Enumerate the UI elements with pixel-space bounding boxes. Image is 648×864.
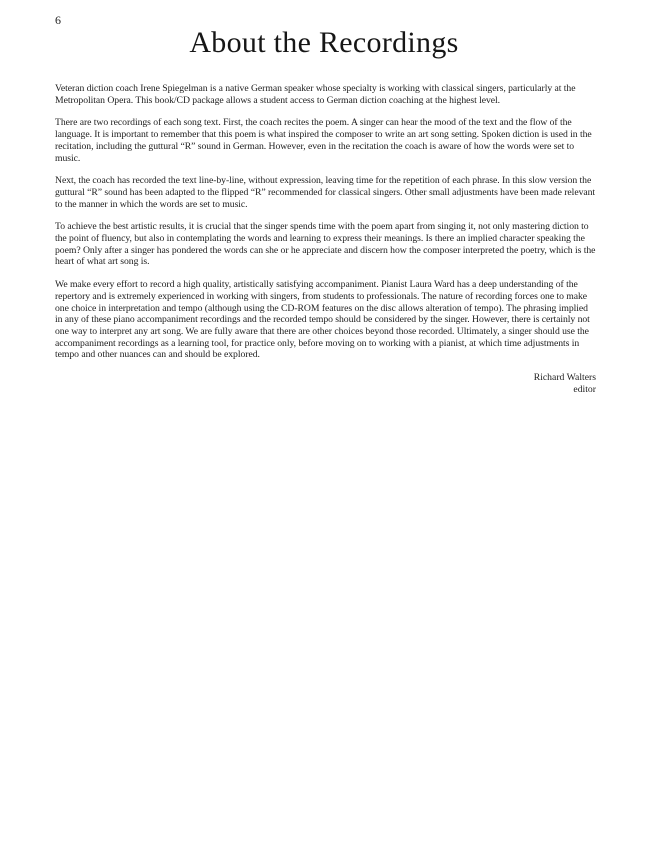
paragraph-artistic-results: To achieve the best artistic results, it is crucial that the singer spends time with the poem apart from singing it, not only mastering diction to the point of fluency, but also in contemplating the words and learning to express their meanings. Is there an implied character speaking the poem? Only after a singer has pondered the words can she or he appreciate and discern how the composer interpreted the poetry, which is the heart of what art song is. <box>55 221 596 268</box>
page-title: About the Recordings <box>189 26 459 59</box>
paragraph-accompaniment: We make every effort to record a high quality, artistically satisfying accompaniment. Pianist Laura Ward has a deep understanding of the repertory and is extremely experienced in working with singers, from students to professionals. The nature of recording forces one to make one choice in interpretation and tempo (although using the CD-ROM features on the disc allows alteration of tempo). The phrasing implied in any of these piano accompaniment recordings and the recorded tempo should be considered by the singer. However, there is certainly not one way to interpret any art song. We are fully aware that there are other choices beyond those recorded. Ultimately, a singer should use the accompaniment recordings as a learning tool, for practice only, before moving on to working with a pianist, at which time adjustments in tempo and other nuances can and should be explored. <box>55 279 590 361</box>
signature-block <box>55 372 596 396</box>
page-body <box>55 83 596 396</box>
signature-role: editor <box>573 384 596 396</box>
paragraph-line-by-line: Next, the coach has recorded the text line-by-line, without expression, leaving time for the repetition of each phrase. In this slow version the guttural “R” sound has been adapted to the flipped “R” recommended for classical singers. Other small adjustments have been made relevant to the manner in which the words are set to music. <box>55 175 596 210</box>
signature-name: Richard Walters <box>533 372 596 384</box>
page-number: 6 <box>55 13 61 27</box>
paragraph-intro: Veteran diction coach Irene Spiegelman is a native German speaker whose specialty is working with classical singers, particularly at the Metropolitan Opera. This book/CD package allows a student access to German diction coaching at the highest level. <box>55 83 576 106</box>
paragraph-two-recordings: There are two recordings of each song text. First, the coach recites the poem. A singer can hear the mood of the text and the flow of the language. It is important to remember that this poem is what inspired the composer to write an art song setting. Spoken diction is used in the recitation, including the guttural “R” sound in German. However, even in the recitation the coach is aware of how the words were set to music. <box>55 117 592 164</box>
